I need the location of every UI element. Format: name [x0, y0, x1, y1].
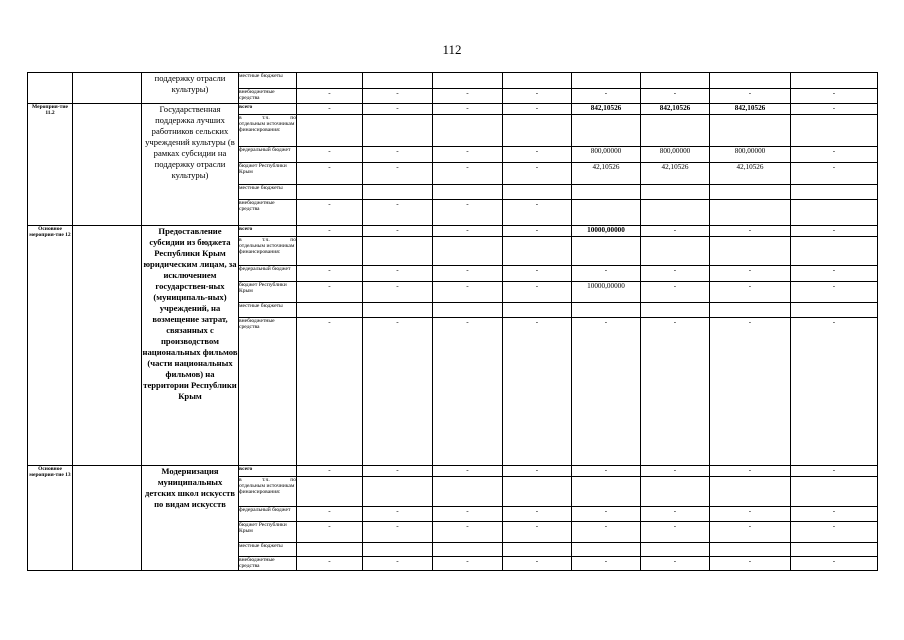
event-name: Модернизация муниципальных детских школ искусств по видам искусств [142, 466, 239, 571]
dash-cell: - [363, 282, 433, 303]
dash-cell: - [363, 163, 433, 185]
dash-cell: - [433, 226, 503, 237]
dash-cell: - [503, 89, 572, 104]
dash-cell: - [710, 507, 791, 522]
dash-cell: - [641, 318, 710, 466]
dash-cell: - [433, 147, 503, 163]
value-cell: 842,10526 [572, 104, 641, 115]
dash-cell: - [503, 226, 572, 237]
value-cell: 10000,00000 [572, 282, 641, 303]
table-row [28, 73, 878, 89]
dash-cell: - [297, 507, 363, 522]
dash-cell: - [363, 266, 433, 282]
source-total: всего [239, 104, 297, 115]
dash-cell: - [791, 507, 878, 522]
source-extra: внебюджетные средства [239, 557, 297, 571]
dash-cell: - [791, 466, 878, 477]
dash-cell: - [641, 89, 710, 104]
source-incl: в т.ч. по отдельным источникам финансирования: [239, 115, 297, 147]
dash-cell: - [710, 557, 791, 571]
event-code: Мероприя-тие 11.2 [28, 104, 73, 226]
dash-cell: - [363, 147, 433, 163]
dash-cell: - [503, 282, 572, 303]
dash-cell: - [297, 557, 363, 571]
dash-cell: - [297, 522, 363, 543]
dash-cell: - [433, 557, 503, 571]
dash-cell: - [363, 557, 433, 571]
source-local: местные бюджеты [239, 303, 297, 318]
dash-cell: - [791, 266, 878, 282]
dash-cell: - [503, 466, 572, 477]
dash-cell: - [791, 318, 878, 466]
source-extra: внебюджетные средства [239, 200, 297, 226]
dash-cell: - [363, 522, 433, 543]
dash-cell: - [503, 163, 572, 185]
dash-cell: - [710, 318, 791, 466]
source-crimea: бюджет Республики Крым [239, 163, 297, 185]
dash-cell: - [297, 466, 363, 477]
value-cell: 10000,00000 [572, 226, 641, 237]
empty-cell [73, 73, 142, 104]
dash-cell: - [297, 147, 363, 163]
event-name: Государственная поддержка лучших работников сельских учреждений культуры (в рамках субсидии на поддержку отрасли культуры) [142, 104, 239, 226]
table-row [28, 466, 878, 477]
dash-cell: - [572, 89, 641, 104]
dash-cell: - [791, 226, 878, 237]
dash-cell: - [433, 507, 503, 522]
event-name: поддержку отрасли культуры) [142, 73, 239, 104]
dash-cell: - [641, 466, 710, 477]
source-total: всего [239, 466, 297, 477]
value-cell: 42,10526 [710, 163, 791, 185]
dash-cell: - [710, 522, 791, 543]
dash-cell: - [503, 318, 572, 466]
dash-cell: - [572, 507, 641, 522]
code-cell [28, 73, 73, 104]
dash-cell: - [363, 507, 433, 522]
dash-cell: - [641, 507, 710, 522]
dash-cell: - [710, 226, 791, 237]
dash-cell: - [297, 282, 363, 303]
value-cell: 800,00000 [710, 147, 791, 163]
dash-cell: - [503, 522, 572, 543]
dash-cell: - [363, 104, 433, 115]
page-number: 112 [442, 42, 462, 57]
dash-cell: - [503, 200, 572, 226]
dash-cell: - [503, 104, 572, 115]
dash-cell: - [791, 147, 878, 163]
source-incl: в т.ч. по отдельным источникам финансирования: [239, 477, 297, 507]
dash-cell: - [503, 507, 572, 522]
budget-table [27, 72, 878, 571]
dash-cell: - [791, 557, 878, 571]
source-crimea: бюджет Республики Крым [239, 282, 297, 303]
source-total: всего [239, 226, 297, 237]
dash-cell: - [363, 226, 433, 237]
dash-cell: - [710, 282, 791, 303]
source-crimea: бюджет Республики Крым [239, 522, 297, 543]
dash-cell: - [433, 266, 503, 282]
event-name: Предоставление субсидии из бюджета Республики Крым юридическим лицам, за исключением государствен-ных (муниципаль-ных) учреждений, на возмещение затрат, связанных с производством национальных фильмов (части национальных фильмов) на территории Республики Крым [142, 226, 239, 466]
event-code: Основное мероприя-тие 13 [28, 466, 73, 571]
dash-cell: - [791, 522, 878, 543]
dash-cell: - [503, 266, 572, 282]
table-row [28, 226, 878, 237]
dash-cell: - [710, 266, 791, 282]
source-federal: федеральный бюджет [239, 266, 297, 282]
value-cell: 800,00000 [572, 147, 641, 163]
dash-cell: - [572, 266, 641, 282]
dash-cell: - [297, 226, 363, 237]
dash-cell: - [433, 200, 503, 226]
dash-cell: - [297, 89, 363, 104]
dash-cell: - [363, 466, 433, 477]
table-row [28, 104, 878, 115]
source-incl: в т.ч. по отдельным источникам финансирования: [239, 237, 297, 266]
dash-cell: - [433, 163, 503, 185]
dash-cell: - [433, 318, 503, 466]
dash-cell: - [710, 466, 791, 477]
value-cell: 800,00000 [641, 147, 710, 163]
event-code: Основное мероприя-тие 12 [28, 226, 73, 466]
dash-cell: - [433, 104, 503, 115]
source-extra: внебюджетные средства [239, 89, 297, 104]
dash-cell: - [572, 557, 641, 571]
dash-cell: - [572, 522, 641, 543]
dash-cell: - [363, 200, 433, 226]
dash-cell: - [641, 266, 710, 282]
dash-cell: - [641, 282, 710, 303]
dash-cell: - [710, 89, 791, 104]
dash-cell: - [641, 557, 710, 571]
value-cell: 42,10526 [572, 163, 641, 185]
dash-cell: - [433, 89, 503, 104]
value-cell: 42,10526 [641, 163, 710, 185]
dash-cell: - [572, 318, 641, 466]
source-local: местные бюджеты [239, 73, 297, 89]
dash-cell: - [297, 163, 363, 185]
value-cell: 842,10526 [710, 104, 791, 115]
source-local: местные бюджеты [239, 543, 297, 557]
dash-cell: - [641, 226, 710, 237]
source-federal: федеральный бюджет [239, 147, 297, 163]
source-local: местные бюджеты [239, 185, 297, 200]
empty-cell [73, 104, 142, 226]
dash-cell: - [433, 282, 503, 303]
dash-cell: - [297, 318, 363, 466]
source-federal: федеральный бюджет [239, 507, 297, 522]
dash-cell: - [363, 318, 433, 466]
empty-cell [73, 226, 142, 466]
dash-cell: - [791, 282, 878, 303]
value-cell: 842,10526 [641, 104, 710, 115]
dash-cell: - [433, 522, 503, 543]
dash-cell: - [503, 557, 572, 571]
dash-cell: - [297, 200, 363, 226]
dash-cell: - [297, 266, 363, 282]
dash-cell: - [572, 466, 641, 477]
dash-cell: - [641, 522, 710, 543]
source-extra: внебюджетные средства [239, 318, 297, 466]
dash-cell: - [791, 163, 878, 185]
empty-cell [73, 466, 142, 571]
dash-cell: - [503, 147, 572, 163]
dash-cell: - [791, 89, 878, 104]
dash-cell: - [433, 466, 503, 477]
dash-cell: - [791, 104, 878, 115]
dash-cell: - [297, 104, 363, 115]
dash-cell: - [363, 89, 433, 104]
